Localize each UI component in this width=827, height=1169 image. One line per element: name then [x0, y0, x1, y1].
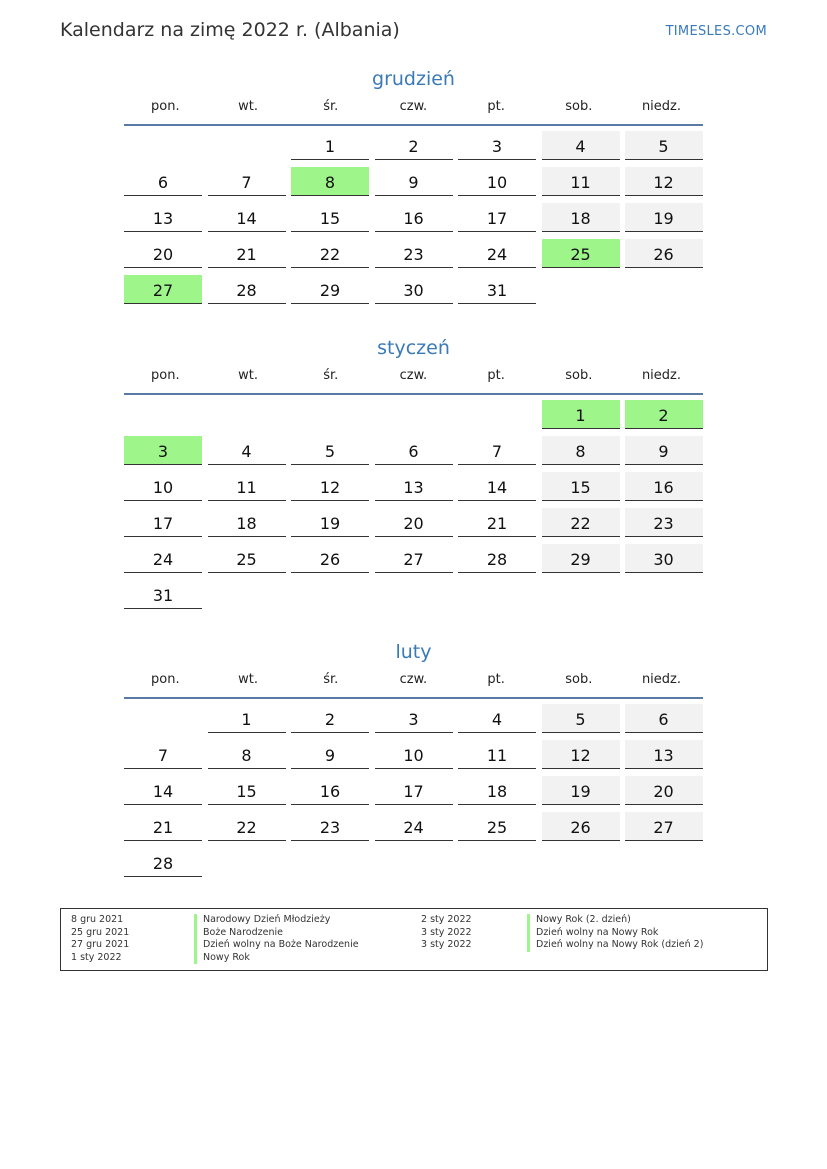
- day-cell: 8: [542, 436, 620, 465]
- day-cell: 21: [458, 508, 536, 537]
- day-cell: 19: [625, 203, 703, 232]
- legend-date: 1 sty 2022: [71, 951, 122, 963]
- day-cell: 11: [458, 740, 536, 769]
- legend-holiday-name: Boże Narodzenie: [194, 927, 359, 940]
- day-cell: 16: [291, 776, 369, 805]
- day-cell: 9: [375, 167, 453, 196]
- brand-logo[interactable]: TIMESLES.COM: [665, 24, 767, 39]
- day-cell: 5: [291, 436, 369, 465]
- day-cell: 28: [458, 544, 536, 573]
- weekday-label: czw.: [399, 99, 428, 114]
- weekday-label: pon.: [151, 672, 180, 687]
- day-cell: 24: [458, 239, 536, 268]
- day-cell: 21: [124, 812, 202, 841]
- weekday-header: [124, 669, 703, 699]
- day-cell: 15: [208, 776, 286, 805]
- day-cell: 4: [542, 131, 620, 160]
- legend-names-right: [527, 914, 703, 952]
- day-cell: 15: [542, 472, 620, 501]
- weekday-label: pon.: [151, 99, 180, 114]
- weekday-label: śr.: [323, 99, 339, 114]
- day-cell: 1: [208, 704, 286, 733]
- weekday-label: śr.: [323, 368, 339, 383]
- page-title: Kalendarz na zimę 2022 r. (Albania): [60, 19, 400, 41]
- day-cell: 30: [625, 544, 703, 573]
- month-1: [124, 337, 703, 605]
- weekday-label: wt.: [238, 672, 258, 687]
- day-cell: 9: [625, 436, 703, 465]
- weekday-label: sob.: [565, 99, 593, 114]
- day-cell: 8: [291, 167, 369, 196]
- day-cell: 28: [124, 848, 202, 877]
- day-cell: 20: [625, 776, 703, 805]
- day-cell: 14: [124, 776, 202, 805]
- day-cell: 18: [458, 776, 536, 805]
- month-name: luty: [395, 641, 432, 663]
- day-cell: 7: [458, 436, 536, 465]
- day-cell: 31: [124, 580, 202, 609]
- day-cell: 8: [208, 740, 286, 769]
- day-cell: 27: [375, 544, 453, 573]
- day-cell: 26: [542, 812, 620, 841]
- legend-date: 8 gru 2021: [71, 914, 124, 925]
- legend-holiday-name: Nowy Rok (2. dzień): [527, 914, 703, 927]
- day-cell: 20: [375, 508, 453, 537]
- weekday-header: [124, 96, 703, 126]
- weekday-label: sob.: [565, 368, 593, 383]
- day-cell: 3: [375, 704, 453, 733]
- weekday-label: sob.: [565, 672, 593, 687]
- legend-dates-left: [71, 914, 129, 964]
- day-cell: 10: [458, 167, 536, 196]
- day-cell: 12: [291, 472, 369, 501]
- weekday-label: niedz.: [641, 99, 681, 114]
- weekday-label: czw.: [399, 672, 428, 687]
- legend-date: 25 gru 2021: [71, 926, 130, 938]
- weekday-label: pon.: [151, 368, 180, 383]
- day-cell: 7: [124, 740, 202, 769]
- day-cell: 16: [375, 203, 453, 232]
- day-cell: 24: [124, 544, 202, 573]
- day-cell: 22: [208, 812, 286, 841]
- legend-holiday-name: Nowy Rok: [194, 952, 359, 965]
- weekday-label: niedz.: [641, 368, 681, 383]
- day-cell: 25: [542, 239, 620, 268]
- day-cell: 3: [458, 131, 536, 160]
- day-cell: 6: [375, 436, 453, 465]
- day-cell: 1: [542, 400, 620, 429]
- day-cell: 4: [458, 704, 536, 733]
- day-cell: 9: [291, 740, 369, 769]
- weekday-label: śr.: [323, 672, 339, 687]
- day-cell: 27: [625, 812, 703, 841]
- weekday-label: pt.: [487, 368, 505, 383]
- day-cell: 7: [208, 167, 286, 196]
- day-cell: 12: [625, 167, 703, 196]
- day-cell: 11: [542, 167, 620, 196]
- day-cell: 29: [542, 544, 620, 573]
- day-cell: 3: [124, 436, 202, 465]
- month-2: [124, 641, 703, 873]
- day-cell: 17: [375, 776, 453, 805]
- holiday-legend: [60, 908, 768, 971]
- day-cell: 13: [625, 740, 703, 769]
- month-name: styczeń: [377, 337, 450, 359]
- legend-date: 3 sty 2022: [421, 939, 472, 951]
- day-cell: 20: [124, 239, 202, 268]
- legend-holiday-name: Dzień wolny na Nowy Rok (dzień 2): [527, 939, 703, 952]
- day-cell: 11: [208, 472, 286, 501]
- day-cell: 14: [458, 472, 536, 501]
- day-cell: 26: [291, 544, 369, 573]
- day-cell: 27: [124, 275, 202, 304]
- day-cell: 5: [625, 131, 703, 160]
- day-cell: 6: [124, 167, 202, 196]
- day-cell: 14: [208, 203, 286, 232]
- day-cell: 10: [375, 740, 453, 769]
- day-cell: 13: [375, 472, 453, 501]
- day-cell: 24: [375, 812, 453, 841]
- day-cell: 19: [542, 776, 620, 805]
- weekday-header: [124, 365, 703, 395]
- legend-date: 27 gru 2021: [71, 939, 130, 951]
- day-cell: 22: [542, 508, 620, 537]
- day-cell: 28: [208, 275, 286, 304]
- day-cell: 30: [375, 275, 453, 304]
- day-cell: 17: [124, 508, 202, 537]
- legend-date: 3 sty 2022: [421, 926, 472, 938]
- day-cell: 5: [542, 704, 620, 733]
- day-cell: 1: [291, 131, 369, 160]
- legend-dates-right: [421, 914, 472, 952]
- legend-holiday-name: Narodowy Dzień Młodzieży: [194, 914, 359, 927]
- day-cell: 2: [375, 131, 453, 160]
- weekday-label: wt.: [238, 368, 258, 383]
- day-cell: 2: [291, 704, 369, 733]
- day-cell: 12: [542, 740, 620, 769]
- legend-date: 2 sty 2022: [421, 914, 472, 925]
- day-cell: 18: [208, 508, 286, 537]
- legend-holiday-name: Dzień wolny na Boże Narodzenie: [194, 939, 359, 952]
- day-cell: 15: [291, 203, 369, 232]
- month-name: grudzień: [372, 68, 455, 90]
- day-cell: 18: [542, 203, 620, 232]
- day-cell: 25: [458, 812, 536, 841]
- weekday-label: pt.: [487, 99, 505, 114]
- legend-names-left: [194, 914, 359, 964]
- day-cell: 17: [458, 203, 536, 232]
- day-cell: 4: [208, 436, 286, 465]
- day-cell: 29: [291, 275, 369, 304]
- day-cell: 21: [208, 239, 286, 268]
- month-0: [124, 68, 703, 300]
- day-cell: 23: [375, 239, 453, 268]
- day-cell: 22: [291, 239, 369, 268]
- weekday-label: pt.: [487, 672, 505, 687]
- day-cell: 26: [625, 239, 703, 268]
- weekday-label: czw.: [399, 368, 428, 383]
- day-cell: 19: [291, 508, 369, 537]
- day-cell: 10: [124, 472, 202, 501]
- day-cell: 2: [625, 400, 703, 429]
- weekday-label: niedz.: [641, 672, 681, 687]
- legend-holiday-name: Dzień wolny na Nowy Rok: [527, 927, 703, 940]
- day-cell: 23: [291, 812, 369, 841]
- day-cell: 16: [625, 472, 703, 501]
- day-cell: 13: [124, 203, 202, 232]
- weekday-label: wt.: [238, 99, 258, 114]
- day-cell: 6: [625, 704, 703, 733]
- day-cell: 31: [458, 275, 536, 304]
- day-cell: 23: [625, 508, 703, 537]
- day-cell: 25: [208, 544, 286, 573]
